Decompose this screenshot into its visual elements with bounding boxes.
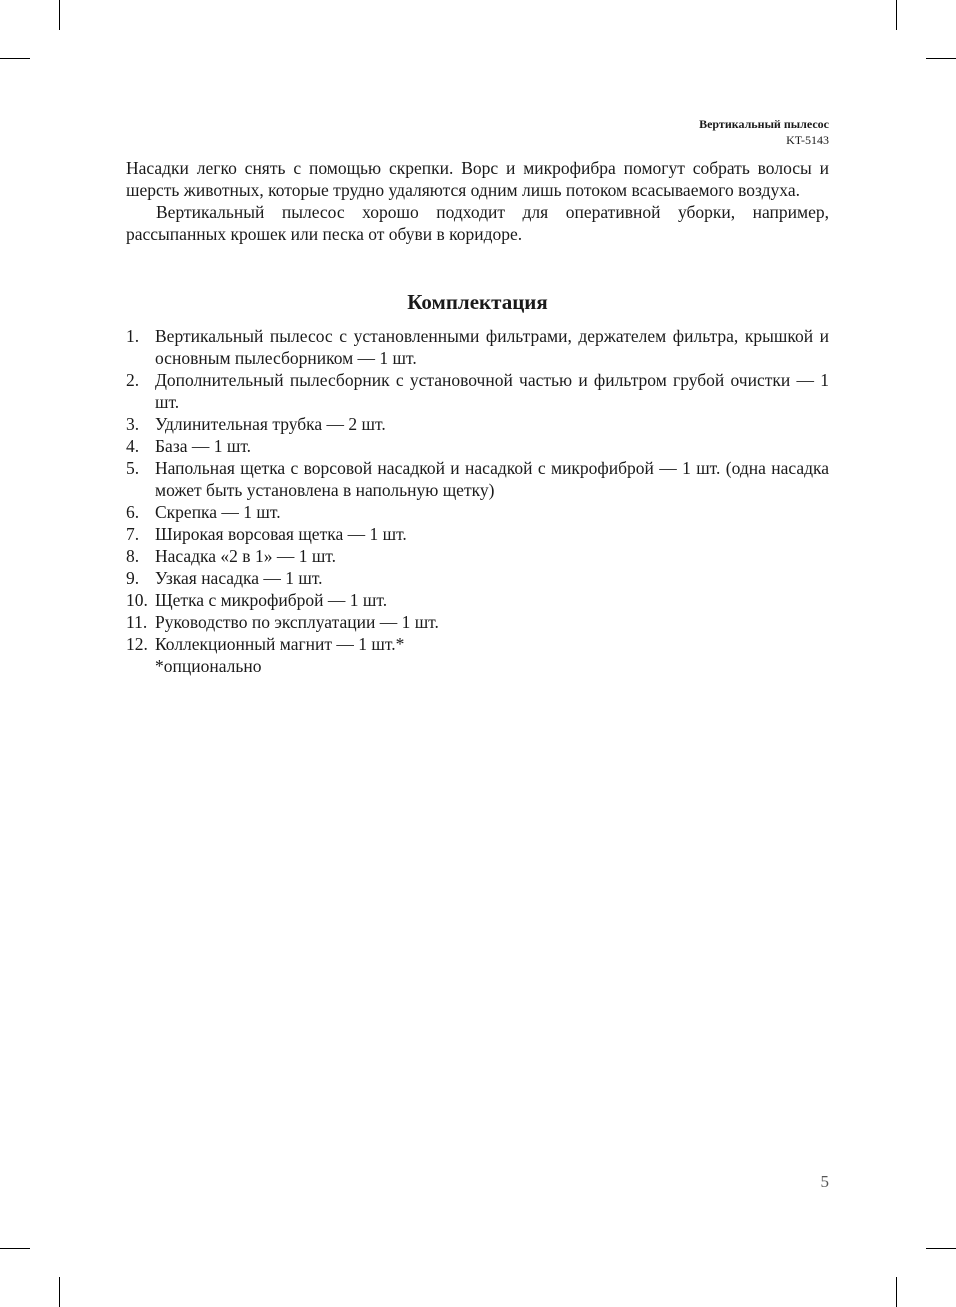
package-contents-list [126,325,829,655]
page-content [126,157,829,677]
item-number: 10. [126,590,148,610]
item-text: Напольная щетка с ворсовой насадкой и насадкой с микрофиброй — 1 шт. (одна насадка может быть установлена в напольную щетку) [155,458,829,500]
item-text: База — 1 шт. [155,436,252,456]
crop-mark-top-left-h [0,58,30,59]
item-text: Дополнительный пылесборник с установочной частью и фильтром грубой очистки — 1 шт. [155,370,829,412]
item-text: Широкая ворсовая щетка — 1 шт. [155,524,407,544]
footnote: *опционально [155,656,262,676]
item-text: Руководство по эксплуатации — 1 шт. [155,612,439,632]
page-number: 5 [820,1172,829,1191]
list-item [126,545,829,567]
item-number: 3. [126,414,140,434]
list-item [126,523,829,545]
list-item [126,633,829,655]
crop-mark-top-left [59,0,60,30]
item-number: 4. [126,436,140,456]
intro-paragraph-1: Насадки легко снять с помощью скрепки. Ворс и микрофибра помогут собрать волосы и шерсть животных, которые трудно удаляются одним лишь потоком всасываемого воздуха. [126,158,829,200]
item-number: 9. [126,568,140,588]
crop-mark-bottom-right-h [926,1248,956,1249]
item-text: Вертикальный пылесос с установленными фильтрами, держателем фильтра, крышкой и основным пылесборником — 1 шт. [155,326,829,368]
crop-mark-bottom-left [59,1277,60,1307]
list-item [126,501,829,523]
list-item [126,369,829,413]
section-heading: Комплектация [407,290,548,314]
crop-mark-top-right [896,0,897,30]
list-item [126,435,829,457]
item-number: 12. [126,634,148,654]
list-item [126,567,829,589]
header-title: Вертикальный пылесос [699,117,829,131]
item-text: Щетка с микрофиброй — 1 шт. [155,590,388,610]
item-text: Коллекционный магнит — 1 шт.* [155,634,405,654]
list-item [126,589,829,611]
item-number: 7. [126,524,140,544]
list-item [126,413,829,435]
crop-mark-top-right-h [926,58,956,59]
running-header [699,116,829,148]
intro-paragraph-2: Вертикальный пылесос хорошо подходит для оперативной уборки, например, рассыпанных крошек или песка от обуви в коридоре. [126,202,829,244]
item-number: 2. [126,370,140,390]
item-text: Узкая насадка — 1 шт. [155,568,323,588]
list-item [126,611,829,633]
item-text: Насадка «2 в 1» — 1 шт. [155,546,337,566]
item-number: 11. [126,612,148,632]
list-item [126,457,829,501]
list-item [126,325,829,369]
item-text: Скрепка — 1 шт. [155,502,281,522]
item-number: 8. [126,546,140,566]
crop-mark-bottom-left-h [0,1248,30,1249]
item-number: 5. [126,458,140,478]
item-number: 1. [126,326,140,346]
item-text: Удлинительная трубка — 2 шт. [155,414,386,434]
header-model: KT-5143 [786,133,829,147]
crop-mark-bottom-right [896,1277,897,1307]
item-number: 6. [126,502,140,522]
